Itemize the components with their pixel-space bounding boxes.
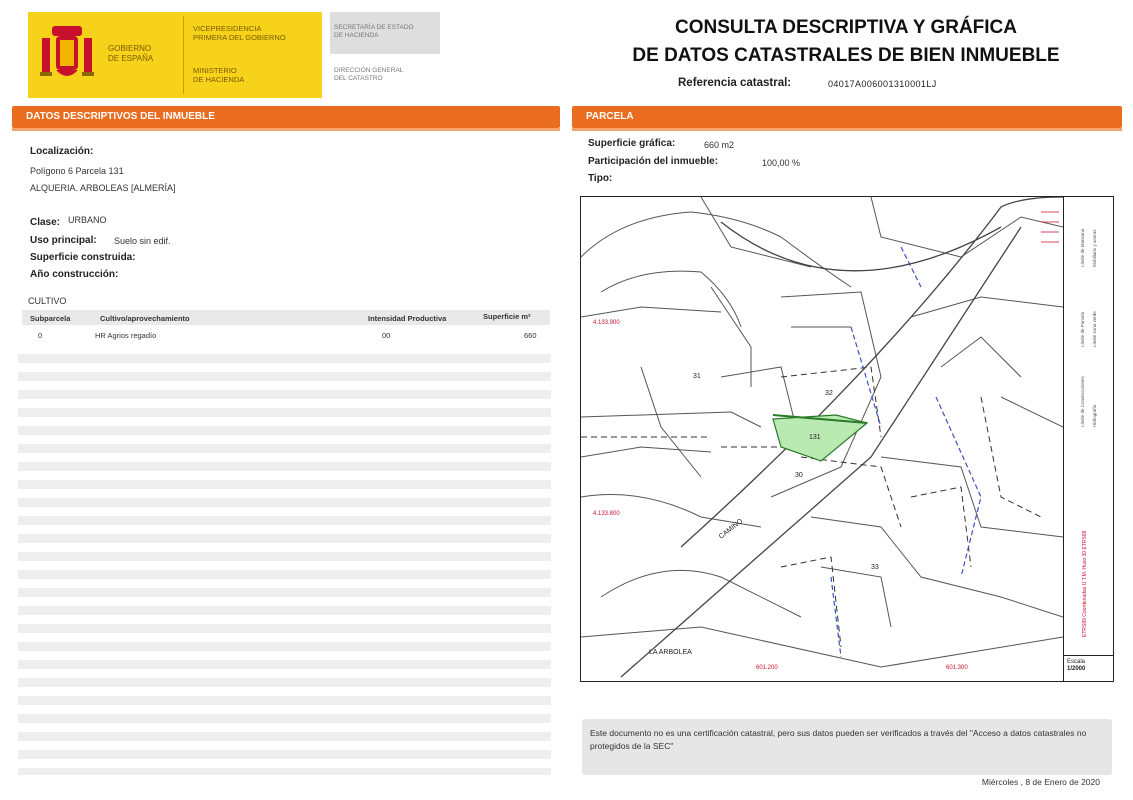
section-underline bbox=[572, 128, 1122, 131]
anio-label: Año construcción: bbox=[30, 269, 119, 280]
place-label: LA ARBOLEA bbox=[649, 649, 692, 656]
cultivo-header-cell: Intensidad Productiva bbox=[368, 314, 447, 323]
ministry-name: MINISTERIO DE HACIENDA bbox=[193, 66, 245, 84]
cultivo-title: CULTIVO bbox=[28, 296, 67, 306]
parcel-number: 30 bbox=[795, 472, 803, 479]
legend-label: Límite de Parcela bbox=[1080, 311, 1085, 347]
participacion-label: Participación del inmueble: bbox=[588, 156, 719, 167]
section-parcel-header: PARCELA bbox=[572, 106, 1122, 128]
parcel-number: 33 bbox=[871, 564, 879, 571]
coord-label: 4.133.800 bbox=[593, 511, 620, 517]
cultivo-header-cell: Superficie m² bbox=[483, 312, 531, 321]
scale-value: 1/2000 bbox=[1067, 666, 1086, 672]
legend-label: Mobiliario y aceras bbox=[1092, 229, 1097, 267]
directorate-name: DIRECCIÓN GENERAL DEL CATASTRO bbox=[334, 67, 404, 82]
participacion-value: 100,00 % bbox=[762, 158, 801, 168]
legend-label: Límite de Construcciones bbox=[1080, 376, 1085, 427]
localizacion-line2: ALQUERIA. ARBOLEAS [ALMERÍA] bbox=[30, 183, 176, 193]
map-legend bbox=[1063, 197, 1114, 655]
ref-label: Referencia catastral: bbox=[678, 77, 792, 89]
superficie-grafica-label: Superficie gráfica: bbox=[588, 138, 676, 149]
tipo-label: Tipo: bbox=[588, 173, 613, 184]
coat-of-arms-icon bbox=[38, 24, 96, 86]
striped-table-area bbox=[18, 345, 551, 775]
parcel-number: 32 bbox=[825, 390, 833, 397]
cultivo-cell: 660 bbox=[524, 331, 537, 340]
cultivo-cell: HR Agrios regadío bbox=[95, 331, 157, 340]
disclaimer-text: Este documento no es una certificación catastral, pero sus datos pueden ser verificados a través del "Acceso a datos catastrales no protegidos de la SEC" bbox=[590, 728, 1087, 751]
parcel-number: 31 bbox=[693, 373, 701, 380]
government-name: GOBIERNO DE ESPAÑA bbox=[108, 44, 154, 63]
secretary-name: SECRETARÍA DE ESTADO DE HACIENDA bbox=[334, 24, 414, 39]
section-underline bbox=[12, 128, 560, 131]
uso-value: Suelo sin edif. bbox=[114, 236, 171, 246]
section-descriptive-header: DATOS DESCRIPTIVOS DEL INMUEBLE bbox=[12, 106, 560, 128]
coord-label: 601.200 bbox=[756, 665, 778, 671]
coord-label: 601.300 bbox=[946, 665, 968, 671]
map-drawing bbox=[581, 197, 1063, 681]
scale-label: Escala bbox=[1067, 659, 1086, 665]
parcel-number: 131 bbox=[809, 434, 821, 441]
legend-label: Hidrografía bbox=[1092, 404, 1097, 427]
legend-label: Límite zona verde bbox=[1092, 311, 1097, 347]
uso-label: Uso principal: bbox=[30, 235, 97, 246]
coord-label: 4.133.900 bbox=[593, 320, 620, 326]
scale-box bbox=[1063, 655, 1114, 682]
localizacion-label: Localización: bbox=[30, 146, 94, 157]
cultivo-cell: 0 bbox=[38, 331, 43, 340]
clase-value: URBANO bbox=[68, 215, 107, 225]
clase-label: Clase: bbox=[30, 217, 61, 228]
logo-divider bbox=[183, 16, 184, 94]
superficie-label: Superficie construida: bbox=[30, 252, 136, 263]
legend-label: Límite de Manzana bbox=[1080, 228, 1085, 267]
cultivo-header-cell: Cultivo/aprovechamiento bbox=[100, 314, 190, 323]
ref-value: 04017A006001310001LJ bbox=[828, 79, 937, 89]
cultivo-cell: 00 bbox=[382, 331, 391, 340]
coordinate-system-label: ETRS89 Coordenadas U.T.M. Huso 30 ETRS89 bbox=[1082, 530, 1088, 637]
cultivo-header-cell: Subparcela bbox=[30, 314, 71, 323]
vicepresidency-name: VICEPRESIDENCIA PRIMERA DEL GOBIERNO bbox=[193, 24, 286, 42]
page-title: CONSULTA DESCRIPTIVA Y GRÁFICA DE DATOS CATASTRALES DE BIEN INMUEBLE bbox=[632, 17, 1060, 66]
document-date: Miércoles , 8 de Enero de 2020 bbox=[981, 777, 1100, 787]
localizacion-line1: Polígono 6 Parcela 131 bbox=[30, 166, 124, 176]
road-label: CAMINO bbox=[717, 517, 745, 541]
superficie-grafica-value: 660 m2 bbox=[704, 140, 735, 150]
